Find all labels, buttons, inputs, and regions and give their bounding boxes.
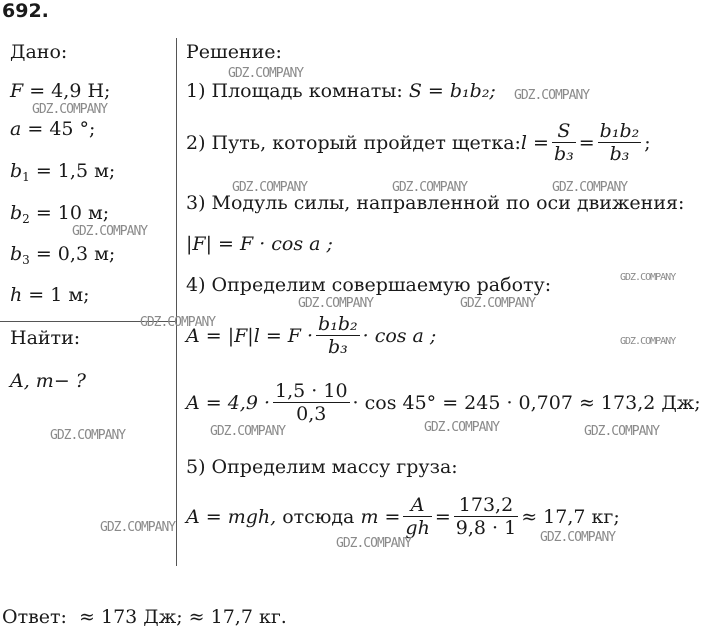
fraction-numerator: A	[410, 494, 425, 516]
watermark: GDZ.COMPANY	[584, 424, 660, 439]
answer: Ответ: ≈ 173 Дж; ≈ 17,7 кг.	[2, 606, 287, 628]
watermark: GDZ.COMPANY	[514, 88, 590, 103]
fraction-denominator: b₃	[327, 336, 348, 358]
equals-sign: =	[434, 505, 451, 528]
step-4-rhs: · cos a ;	[362, 324, 437, 347]
watermark: GDZ.COMPANY	[552, 180, 628, 195]
step-2-l: l =	[520, 131, 549, 154]
given-value: = 1 м;	[22, 284, 90, 306]
given-symbol: a	[10, 118, 22, 140]
given-subscript: 1	[22, 170, 30, 184]
step-2-text: 2) Путь, который пройдет щетка:	[186, 131, 521, 154]
watermark: GDZ.COMPANY	[100, 520, 176, 535]
given-subscript: 2	[22, 212, 30, 226]
given-value: = 10 м;	[29, 202, 110, 224]
fraction-numerator: 1,5 · 10	[275, 380, 348, 402]
fraction-numerator: b₁b₂	[318, 313, 358, 335]
step-4-lhs: A = |F|l = F ·	[186, 324, 314, 347]
given-symbol: h	[10, 284, 23, 306]
calc-1-lhs: A = 4,9 ·	[186, 391, 271, 414]
watermark: GDZ.COMPANY	[460, 296, 536, 311]
step-5-m: m =	[360, 505, 401, 528]
step-1	[186, 80, 496, 102]
step-3-text: 3) Модуль силы, направленной по оси движения:	[186, 192, 685, 214]
step-3-formula: |F| = F · cos a ;	[186, 233, 333, 255]
fraction-denominator: 9,8 · 1	[455, 517, 517, 539]
step-2	[186, 120, 651, 165]
given-header: Дано:	[10, 41, 68, 63]
watermark: GDZ.COMPANY	[298, 296, 374, 311]
step-1-text: 1) Площадь комнаты:	[186, 80, 409, 102]
find-value: A, m− ?	[10, 370, 86, 392]
given-value: = 45 °;	[21, 118, 96, 140]
given-symbol: F	[10, 80, 24, 102]
calc-1	[186, 380, 701, 425]
step-5-text: 5) Определим массу груза:	[186, 456, 458, 478]
vertical-divider	[176, 38, 177, 566]
step-5-rhs: ≈ 17,7 кг;	[521, 505, 620, 528]
watermark: GDZ.COMPANY	[72, 224, 148, 239]
given-item	[10, 118, 95, 140]
given-item	[10, 243, 115, 265]
given-item	[10, 202, 109, 224]
semicolon: ;	[644, 131, 651, 154]
step-5-mid: отсюда	[276, 505, 361, 528]
fraction-denominator: b₃	[553, 143, 574, 165]
watermark: GDZ.COMPANY	[210, 424, 286, 439]
fraction-denominator: gh	[405, 517, 430, 539]
watermark: GDZ.COMPANY	[620, 336, 676, 347]
fraction-a-over-gh	[403, 494, 431, 539]
given-item	[10, 80, 110, 102]
fraction-denominator: b₃	[609, 143, 630, 165]
step-5-lhs: A = mgh,	[186, 505, 277, 528]
watermark: GDZ.COMPANY	[50, 428, 126, 443]
watermark: GDZ.COMPANY	[540, 530, 616, 545]
fraction-numerator: b₁b₂	[599, 120, 640, 142]
equals-sign: =	[578, 131, 595, 154]
given-symbol: b	[10, 243, 23, 265]
problem-number: 692.	[2, 0, 49, 22]
step-4-formula	[186, 313, 436, 358]
fraction-numerator: 173,2	[458, 494, 514, 516]
fraction-denominator: 0,3	[296, 403, 327, 425]
fraction-b1b2-over-b3	[316, 313, 360, 358]
given-value: = 1,5 м;	[29, 160, 116, 182]
step-4-text: 4) Определим совершаемую работу:	[186, 274, 552, 296]
calc-1-rhs: · cos 45° = 245 · 0,707 ≈ 173,2 Дж;	[352, 391, 701, 414]
fraction-numeric	[454, 494, 518, 539]
watermark: GDZ.COMPANY	[336, 536, 412, 551]
watermark: GDZ.COMPANY	[32, 102, 108, 117]
watermark: GDZ.COMPANY	[140, 315, 216, 330]
given-symbol: b	[10, 202, 23, 224]
given-subscript: 3	[22, 253, 30, 267]
watermark: GDZ.COMPANY	[228, 66, 304, 81]
step-1-formula: S = b₁b₂;	[408, 80, 496, 102]
fraction-numerator: S	[557, 120, 571, 142]
watermark: GDZ.COMPANY	[620, 272, 676, 283]
fraction-s-over-b3	[552, 120, 576, 165]
given-item	[10, 160, 115, 182]
given-item	[10, 284, 90, 306]
find-header: Найти:	[10, 327, 81, 349]
fraction-numeric	[273, 380, 350, 425]
watermark: GDZ.COMPANY	[392, 180, 468, 195]
given-symbol: b	[10, 160, 23, 182]
given-value: = 0,3 м;	[29, 243, 116, 265]
watermark: GDZ.COMPANY	[232, 180, 308, 195]
solution-header: Решение:	[186, 41, 282, 63]
watermark: GDZ.COMPANY	[424, 420, 500, 435]
given-value: = 4,9 Н;	[23, 80, 111, 102]
fraction-b1b2-over-b3	[598, 120, 642, 165]
